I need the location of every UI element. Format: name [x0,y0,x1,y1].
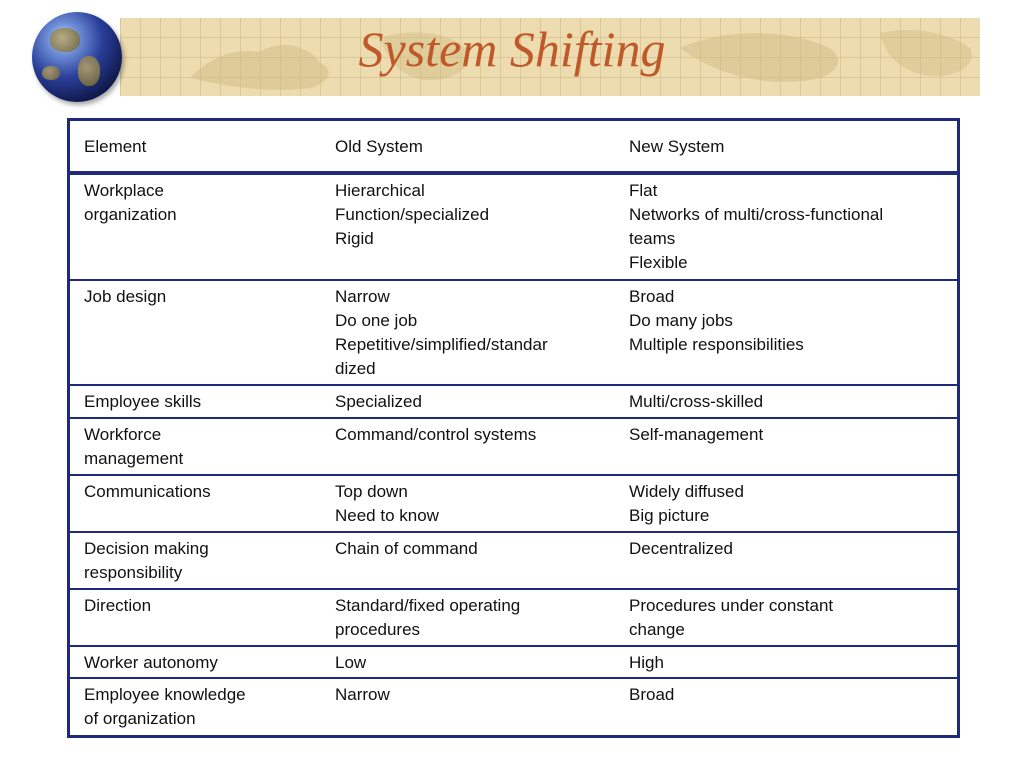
cell-line: responsibility [84,562,183,582]
cell-line: Do many jobs [629,310,733,330]
new-system-cell [615,280,957,386]
old-system-cell [321,532,615,589]
table-row [70,173,957,280]
cell-line: High [629,652,664,672]
cell-line: Standard/fixed operating [335,595,521,615]
element-cell [70,418,321,475]
table-body [70,173,957,735]
cell-line: Narrow [335,685,390,705]
new-system-cell [615,173,957,280]
old-system-cell [321,173,615,280]
element-cell [70,385,321,418]
cell-line: procedures [335,619,421,639]
old-system-cell [321,280,615,386]
old-system-cell [321,589,615,646]
table-row [70,475,957,532]
cell-line: Employee knowledge [84,685,246,705]
cell-line: Workforce [84,424,162,444]
cell-line: Flat [629,181,658,200]
cell-line: Workplace [84,181,164,200]
cell-line: management [84,448,184,468]
cell-line: Specialized [335,392,422,412]
cell-line: Self-management [629,424,764,444]
cell-line: Direction [84,595,152,615]
header-old-system: Old System [321,121,615,173]
cell-line: Communications [84,481,211,501]
cell-line: Big picture [629,505,710,525]
cell-line: Top down [335,481,408,501]
cell-line: of organization [84,709,196,729]
header-new-system: New System [615,121,957,173]
element-cell [70,646,321,679]
cell-line: Networks of multi/cross-functional [629,205,884,224]
new-system-cell [615,475,957,532]
old-system-cell [321,385,615,418]
cell-line: teams [629,229,676,248]
new-system-cell [615,589,957,646]
cell-line: Function/specialized [335,205,490,224]
cell-line: Employee skills [84,392,202,412]
cell-line: Multi/cross-skilled [629,392,764,412]
cell-line: organization [84,205,177,224]
cell-line: change [629,619,685,639]
table-row [70,589,957,646]
element-cell [70,475,321,532]
cell-line: Job design [84,286,167,306]
cell-line: Procedures under constant [629,595,834,615]
cell-line: dized [335,358,376,378]
cell-line: Multiple responsibilities [629,334,804,354]
cell-line: Widely diffused [629,481,744,501]
cell-line: Worker autonomy [84,652,218,672]
cell-line: Decentralized [629,538,733,558]
new-system-cell [615,678,957,735]
cell-line: Repetitive/simplified/standar [335,334,548,354]
old-system-cell [321,418,615,475]
cell-line: Broad [629,685,675,705]
table-header-row [70,121,957,173]
table-row [70,532,957,589]
new-system-cell [615,646,957,679]
element-cell [70,678,321,735]
cell-line: Chain of command [335,538,478,558]
element-cell [70,532,321,589]
old-system-cell [321,678,615,735]
table-row [70,280,957,386]
cell-line: Hierarchical [335,181,425,200]
cell-line: Do one job [335,310,418,330]
old-system-cell [321,475,615,532]
old-system-cell [321,646,615,679]
cell-line: Broad [629,286,675,306]
element-cell [70,280,321,386]
new-system-cell [615,385,957,418]
table-row [70,646,957,679]
new-system-cell [615,532,957,589]
table-row [70,418,957,475]
cell-line: Narrow [335,286,390,306]
comparison-table [67,118,960,738]
cell-line: Need to know [335,505,439,525]
slide-title: System Shifting [358,21,666,77]
cell-line: Low [335,652,367,672]
element-cell [70,173,321,280]
table-row [70,385,957,418]
cell-line: Decision making [84,538,209,558]
cell-line: Command/control systems [335,424,537,444]
new-system-cell [615,418,957,475]
table-row [70,678,957,735]
cell-line: Rigid [335,229,374,248]
cell-line: Flexible [629,253,688,272]
element-cell [70,589,321,646]
header-element: Element [70,121,321,173]
